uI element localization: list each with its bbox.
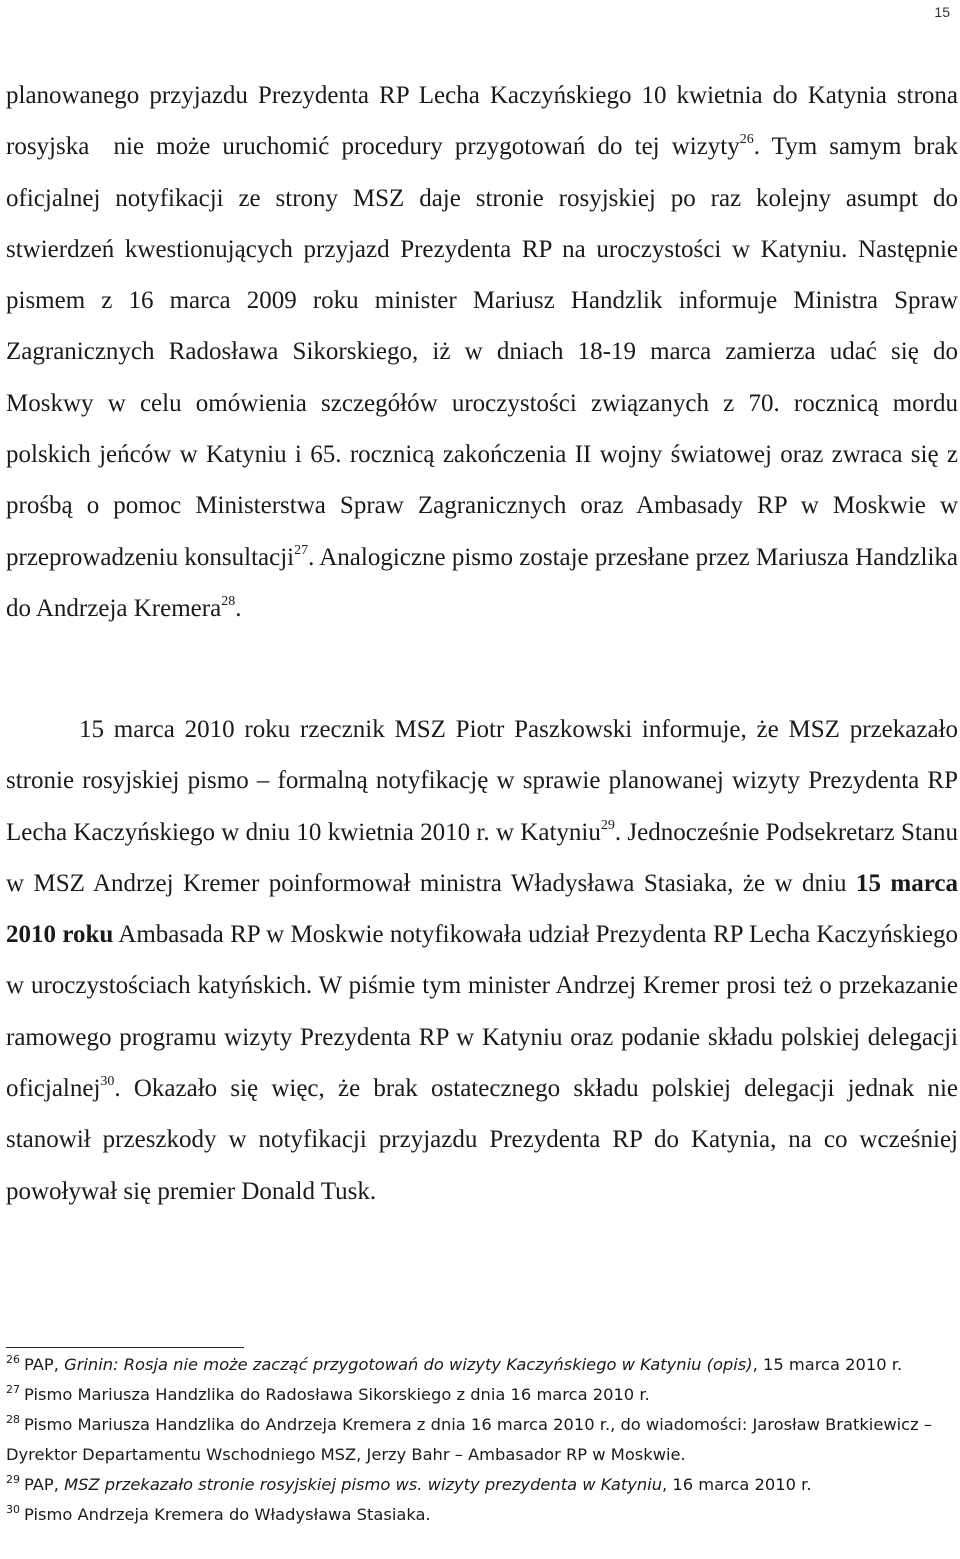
footnote-number: 26 xyxy=(6,1353,20,1366)
footnote-text: Pismo Andrzeja Kremera do Władysława Stasiaka. xyxy=(24,1505,431,1524)
footnote-26 xyxy=(6,1350,958,1380)
body-paragraph-1 xyxy=(6,70,958,634)
footnote-number: 29 xyxy=(6,1473,20,1486)
footnote-separator xyxy=(6,1347,244,1348)
footnote-title: MSZ przekazało stronie rosyjskiej pismo ws. wizyty prezydenta w Katyniu xyxy=(64,1475,663,1494)
footnote-29 xyxy=(6,1470,958,1500)
paragraph-text: . Jednocześnie Podsekretarz Stanu w MSZ Andrzej Kremer poinformował ministra Władysława Stasiaka, że w dniu xyxy=(6,818,958,897)
bold-date: 15 marca 2010 roku xyxy=(6,869,958,949)
footnote-text: Pismo Mariusza Handzlika do Andrzeja Kremera z dnia 16 marca 2010 r., do wiadomości: Jarosław Bratkiewicz – Dyrektor Departamentu Wschodniego MSZ, Jerzy Bahr – Ambasador RP w Moskwie. xyxy=(6,1415,932,1464)
footnote-ref-26[interactable]: 26 xyxy=(739,132,754,148)
paragraph-text: . xyxy=(235,594,242,622)
paragraph-text: planowanego przyjazdu Prezydenta RP Lecha Kaczyńskiego 10 kwietnia do Katynia strona rosyjska nie może uruchomić procedury przygotowań do tej wizyty xyxy=(6,82,958,161)
paragraph-text: 15 marca 2010 roku rzecznik MSZ Piotr Paszkowski informuje, że MSZ przekazało stronie rosyjskiej pismo – formalną notyfikację w sprawie planowanej wizyty Prezydenta RP Lecha Kaczyńskiego w dniu 10 kwietnia 2010 r. w Katyniu xyxy=(6,716,958,846)
footnote-number: 28 xyxy=(6,1413,20,1426)
footnote-27 xyxy=(6,1380,958,1410)
footnote-number: 27 xyxy=(6,1383,20,1396)
footnote-number: 30 xyxy=(6,1503,20,1516)
footnote-text: , 16 marca 2010 r. xyxy=(662,1475,812,1494)
page-number: 15 xyxy=(934,4,950,20)
footnote-ref-27[interactable]: 27 xyxy=(294,542,309,558)
footnote-title: Grinin: Rosja nie może zacząć przygotowań do wizyty Kaczyńskiego w Katyniu (opis) xyxy=(64,1355,753,1374)
footnotes xyxy=(6,1350,958,1530)
footnote-ref-28[interactable]: 28 xyxy=(221,593,236,609)
footnote-text: PAP, xyxy=(24,1355,65,1374)
paragraph-text: Ambasada RP w Moskwie notyfikowała udział Prezydenta RP Lecha Kaczyńskiego w uroczystościach katyńskich. W piśmie tym minister Andrzej Kremer prosi też o przekazanie ramowego programu wizyty Prezydenta RP w Katyniu oraz podanie składu polskiej delegacji oficjalnej xyxy=(6,921,958,1103)
footnote-28 xyxy=(6,1410,958,1470)
paragraph-text: . Okazało się więc, że brak ostatecznego składu polskiej delegacji jednak nie stanowił przeszkody w notyfikacji przyjazdu Prezydenta RP do Katynia, na co wcześniej powoływał się premier Donald Tusk. xyxy=(6,1075,958,1205)
footnote-30 xyxy=(6,1500,958,1530)
body-paragraph-2 xyxy=(6,704,958,1217)
footnote-ref-30[interactable]: 30 xyxy=(100,1074,115,1090)
footnote-text: Pismo Mariusza Handzlika do Radosława Sikorskiego z dnia 16 marca 2010 r. xyxy=(24,1385,650,1404)
footnote-text: , 15 marca 2010 r. xyxy=(752,1355,903,1374)
paragraph-text: . Analogiczne pismo zostaje przesłane przez Mariusza Handzlika do Andrzeja Kremera xyxy=(6,543,958,622)
paragraph-text: . Tym samym brak oficjalnej notyfikacji ze strony MSZ daje stronie rosyjskiej po raz kolejny asumpt do stwierdzeń kwestionujących przyjazd Prezydenta RP na uroczystości w Katyniu. Następnie pismem z 16 marca 2009 roku minister Mariusz Handzlik informuje Ministra Spraw Zagranicznych Radosława Sikorskiego, iż w dniach 18-19 marca zamierza udać się do Moskwy w celu omówienia szczegółów uroczystości związanych z 70. rocznicą mordu polskich jeńców w Katyniu i 65. rocznicą zakończenia II wojny światowej oraz zwraca się z prośbą o pomoc Ministerstwa Spraw Zagranicznych oraz Ambasady RP w Moskwie w przeprowadzeniu konsultacji xyxy=(6,133,958,571)
footnote-ref-29[interactable]: 29 xyxy=(600,817,615,833)
footnote-text: PAP, xyxy=(24,1475,65,1494)
